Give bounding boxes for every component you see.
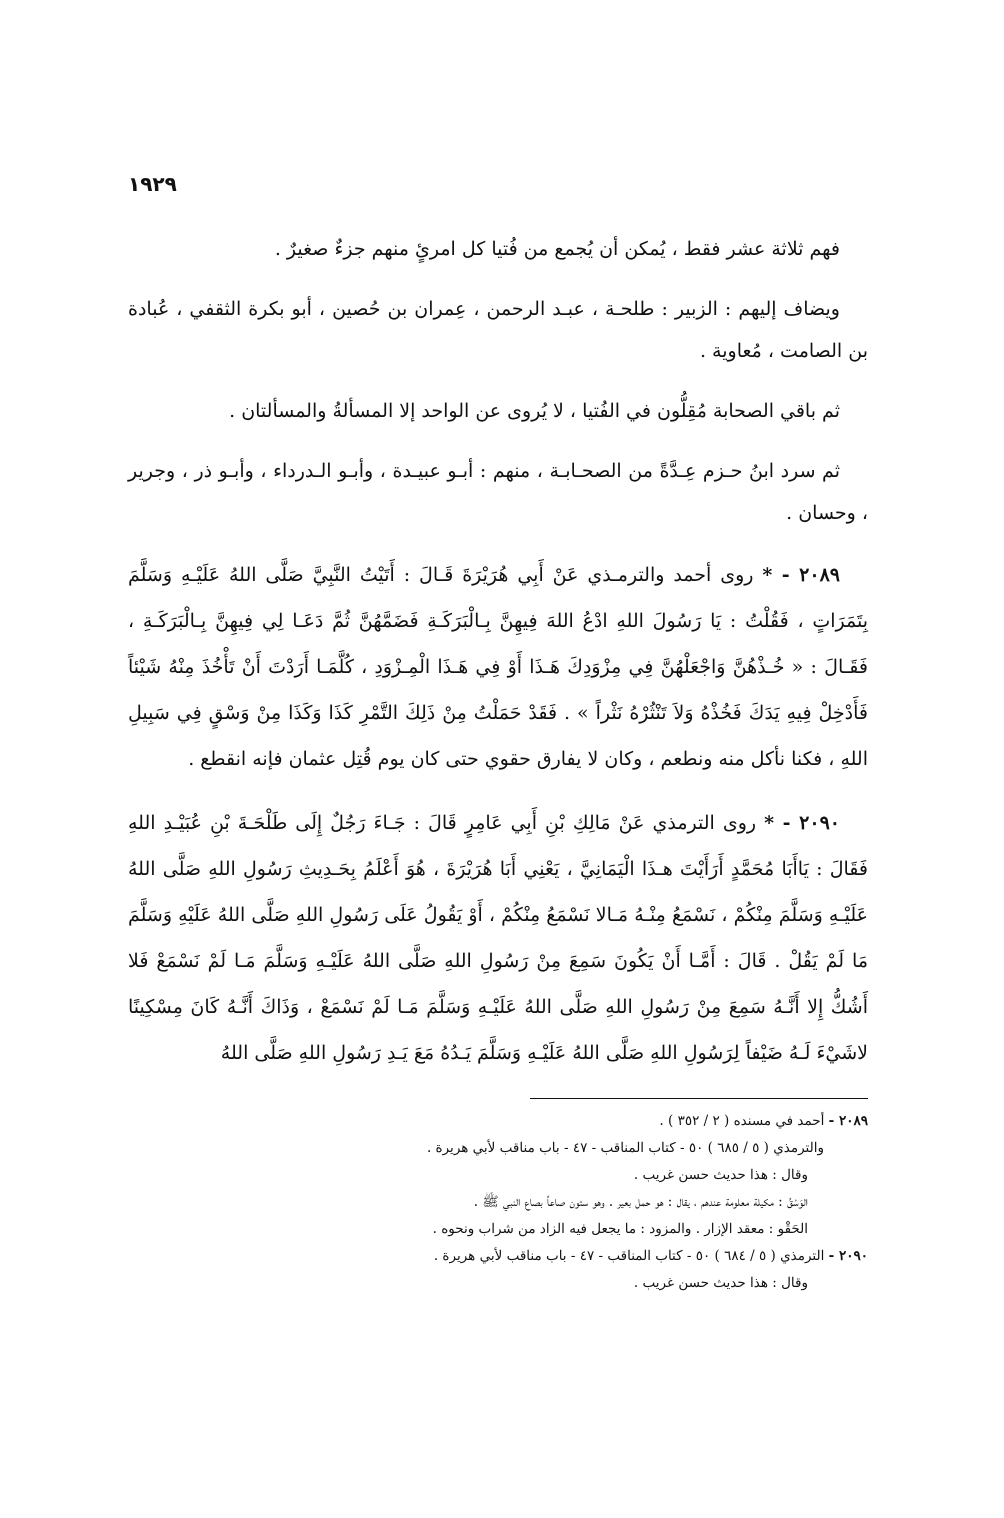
footnote <box>128 1216 868 1243</box>
footnote-text: الوَسْقُ : مكيلة معلومة عندهم ، يقال : هو حمل بعير . وهو ستون صاعاً بصاع النبي ﷺ . <box>473 1194 808 1210</box>
paragraph: ثم سرد ابنُ حـزم عِـدَّةً من الصحـابـة ، منهم : أبـو عبيـدة ، وأبـو الـدرداء ، وأبـو ذر ، وجرير ، وحسان . <box>128 460 868 524</box>
hadith-text: روى أحمد والترمـذي عَنْ أَبِي هُرَيْرَةَ قَـالَ : أَتَيْتُ النَّبِيَّ صَلَّى اللهُ عَلَيْـهِ وَسَلَّمَ بِتَمَرَاتٍ ، فَقُلْتُ : يَا رَسُولَ اللهِ ادْعُ اللهَ فِيهِنَّ بِـالْبَرَكَـةِ فَضَمَّهُنَّ ثُمَّ دَعَـا لِي فِيهِنَّ بِـالْبَرَكَـةِ ، فَقَـالَ : « خُـذْهُنَّ وَاجْعَلْهُنَّ فِي مِزْوَدِكَ هَـذَا أَوْ فِي هَـذَا الْمِـزْوَدِ ، كُلَّمَـا أَرَدْتَ أَنْ تَأْخُذَ مِنْهُ شَيْئاً فَأَدْخِلْ فِيهِ يَدَكَ فَخُذْهُ وَلاَ تَنْثُرْهُ نَثْراً » . فَقَدْ حَمَلْتُ مِنْ ذَلِكَ التَّمْرِ كَذَا وَكَذَا مِنْ وَسْقٍ فِي سَبِيلِ اللهِ ، فكنا نأكل منه ونطعم ، وكان لا يفارق حقوي حتى كان يوم قُتِل عثمان فإنه انقطع . <box>128 564 868 770</box>
footnote <box>128 1162 868 1189</box>
footnote-divider <box>530 1098 868 1099</box>
body-text <box>128 228 868 1094</box>
footnote-text: الترمذي ( ٥ / ٦٨٤ ) ٥٠ - كتاب المناقب - ٤٧ - باب مناقب لأبي هريرة . <box>433 1248 825 1264</box>
hadith-text: روى الترمذي عَنْ مَالِكِ بْنِ أَبِي عَامِرٍ قَالَ : جَـاءَ رَجُلٌ إِلَى طَلْحَـةَ بْنِ عُبَيْـدِ اللهِ فَقَالَ : يَاأَبَا مُحَمَّدٍ أَرَأَيْتَ هـذَا الْيَمَانِيَّ ، يَعْنِي أَبَا هُرَيْرَةَ ، هُوَ أَعْلَمُ بِحَـدِيثِ رَسُولِ اللهِ صَلَّى اللهُ عَلَيْـهِ وَسَلَّمَ مِنْكُمْ ، نَسْمَعُ مِنْـهُ مَـالا نَسْمَعُ مِنْكُمْ ، أَوْ يَقُولُ عَلَى رَسُولِ اللهِ صَلَّى اللهُ عَلَيْهِ وَسَلَّمَ مَا لَمْ يَقُلْ . قَالَ : أَمَّـا أَنْ يَكُونَ سَمِعَ مِنْ رَسُولِ اللهِ صَلَّى اللهُ عَلَيْـهِ وَسَلَّمَ مَـا لَمْ نَسْمَعْ فَلا أَشُكُّ إِلا أَنَّـهُ سَمِعَ مِنْ رَسُولِ اللهِ صَلَّى اللهُ عَلَيْـهِ وَسَلَّمَ مَـا لَمْ نَسْمَعْ ، وَذَاكَ أَنَّـهُ كَانَ مِسْكِينًا لاشَيْءَ لَـهُ ضَيْفاً لِرَسُولِ اللهِ صَلَّى اللهُ عَلَيْـهِ وَسَلَّمَ يَـدُهُ مَعَ يَـدِ رَسُولِ اللهِ صَلَّى اللهُ <box>128 812 868 1064</box>
footnote <box>128 1108 868 1135</box>
footnotes <box>128 1108 868 1297</box>
footnote <box>128 1270 868 1297</box>
footnote-text: والترمذي ( ٥ / ٦٨٥ ) ٥٠ - كتاب المناقب - ٤٧ - باب مناقب لأبي هريرة . <box>426 1140 824 1156</box>
paragraph: فهم ثلاثة عشر فقط ، يُمكن أن يُجمع من فُتيا كل امرئٍ منهم جزءٌ صغيرٌ . <box>274 238 840 260</box>
footnote-text: وقال : هذا حديث حسن غريب . <box>633 1275 808 1291</box>
footnote <box>128 1243 868 1270</box>
footnote-number: ٢٠٩٠ - <box>828 1248 868 1264</box>
footnote-text: وقال : هذا حديث حسن غريب . <box>633 1167 808 1183</box>
hadith-number: ٢٠٩٠ - * <box>764 812 840 834</box>
footnote-text: أحمد في مسنده ( ٢ / ٣٥٢ ) . <box>659 1113 825 1129</box>
paragraph: ثم باقي الصحابة مُقِلُّون في الفُتيا ، لا يُروى عن الواحد إلا المسألةُ والمسألتان . <box>229 400 840 422</box>
footnote-number: ٢٠٨٩ - <box>828 1113 868 1129</box>
footnote-text: الحَقْو : معقد الإزار . والمزود : ما يجعل فيه الزاد من شراب ونحوه . <box>432 1221 808 1237</box>
paragraph: ويضاف إليهم : الزبير : طلحـة ، عبـد الرحمن ، عِمران بن حُصين ، أبو بكرة الثقفي ، عُبادة بن الصامت ، مُعاوية . <box>128 298 868 362</box>
page-number: ١٩٢٩ <box>128 172 177 196</box>
hadith-number: ٢٠٨٩ - * <box>762 564 840 586</box>
hadith-paragraph <box>128 800 868 1076</box>
footnote <box>128 1135 868 1162</box>
footnote <box>128 1189 868 1216</box>
hadith-paragraph <box>128 552 868 782</box>
